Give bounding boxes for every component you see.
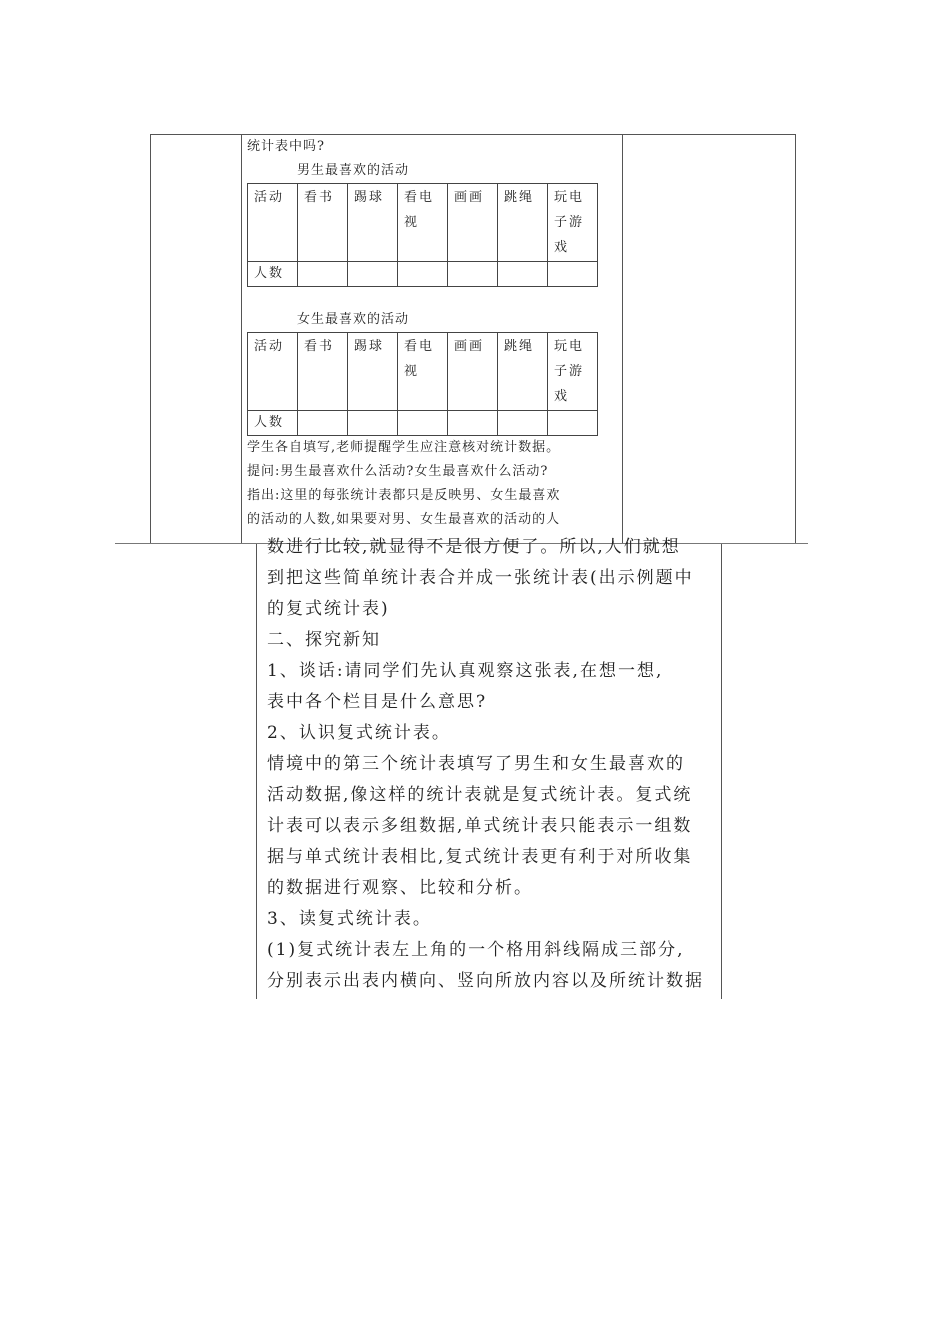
column-divider-right (622, 135, 623, 544)
count-cell (348, 411, 398, 436)
count-cell (398, 262, 448, 287)
row-label-cell: 人数 (248, 262, 298, 287)
count-cell (348, 262, 398, 287)
column-divider-right (721, 544, 722, 999)
activity-text: 踢球 (354, 190, 385, 205)
paragraph-line: 的活动的人数,如果要对男、女生最喜欢的活动的人 (247, 512, 561, 527)
count-cell (448, 262, 498, 287)
activity-text: 戏 (554, 389, 570, 404)
count-cell (498, 262, 548, 287)
activity-text: 子游 (554, 364, 585, 379)
header-label-cell: 活动 (248, 184, 298, 262)
count-cell (298, 411, 348, 436)
body-line: 活动数据,像这样的统计表就是复式统计表。复式统 (267, 785, 693, 805)
header-label-cell: 活动 (248, 333, 298, 411)
activity-text: 看书 (304, 190, 335, 205)
activity-text: 看电 (404, 190, 435, 205)
body-line: 据与单式统计表相比,复式统计表更有利于对所收集 (267, 847, 693, 867)
boys-activity-table (247, 183, 598, 287)
column-divider-left (241, 135, 242, 544)
activity-cell (448, 184, 498, 262)
activity-text: 画画 (454, 190, 485, 205)
count-cell (448, 411, 498, 436)
lower-table-frame (150, 537, 794, 999)
count-cell (298, 262, 348, 287)
body-line: 1、谈话:请同学们先认真观察这张表,在想一想, (267, 661, 664, 681)
boys-table-caption: 男生最喜欢的活动 (297, 163, 410, 178)
table-header-row (248, 333, 598, 411)
count-cell (398, 411, 448, 436)
activity-cell (448, 333, 498, 411)
count-row (248, 262, 598, 287)
body-line: 数进行比较,就显得不是很方便了。所以,人们就想 (267, 537, 681, 557)
upper-table-frame (150, 134, 796, 544)
activity-text: 子游 (554, 215, 585, 230)
activity-cell (298, 333, 348, 411)
activity-text: 踢球 (354, 339, 385, 354)
body-line: 表中各个栏目是什么意思? (267, 692, 488, 712)
body-line: 分别表示出表内横向、竖向所放内容以及所统计数据 (267, 971, 704, 991)
activity-text: 看书 (304, 339, 335, 354)
intro-line: 统计表中吗? (247, 139, 325, 154)
count-row (248, 411, 598, 436)
count-cell (548, 411, 598, 436)
activity-cell (498, 184, 548, 262)
table-header-row (248, 184, 598, 262)
lower-content (267, 532, 711, 997)
activity-text: 跳绳 (504, 339, 535, 354)
column-divider-left (256, 544, 257, 999)
section-heading: 二、探究新知 (267, 630, 381, 650)
paragraph-line: 指出:这里的每张统计表都只是反映男、女生最喜欢 (247, 488, 561, 503)
body-line: 到把这些简单统计表合并成一张统计表(出示例题中 (267, 568, 694, 588)
row-label-cell: 人数 (248, 411, 298, 436)
paragraph-line: 学生各自填写,老师提醒学生应注意核对统计数据。 (247, 440, 561, 455)
activity-text: 画画 (454, 339, 485, 354)
count-cell (498, 411, 548, 436)
body-line: 计表可以表示多组数据,单式统计表只能表示一组数 (267, 816, 693, 836)
paragraph-line: 提问:男生最喜欢什么活动?女生最喜欢什么活动? (247, 464, 549, 479)
activity-text: 看电 (404, 339, 435, 354)
activity-cell (348, 333, 398, 411)
body-line: 的数据进行观察、比较和分析。 (267, 878, 533, 898)
body-line: 情境中的第三个统计表填写了男生和女生最喜欢的 (267, 754, 685, 774)
activity-text: 跳绳 (504, 190, 535, 205)
activity-text: 视 (404, 215, 420, 230)
body-line: 3、读复式统计表。 (267, 909, 432, 929)
body-line: 的复式统计表) (267, 599, 390, 619)
activity-cell (298, 184, 348, 262)
activity-cell (398, 333, 448, 411)
spacer (247, 287, 617, 308)
girls-activity-table (247, 332, 598, 436)
activity-text: 玩电 (554, 339, 585, 354)
body-line: (1)复式统计表左上角的一个格用斜线隔成三部分, (267, 940, 685, 960)
activity-cell (548, 333, 598, 411)
activity-cell (398, 184, 448, 262)
upper-content (247, 135, 617, 532)
activity-cell (348, 184, 398, 262)
girls-table-caption: 女生最喜欢的活动 (297, 312, 410, 327)
activity-text: 视 (404, 364, 420, 379)
body-line: 2、认识复式统计表。 (267, 723, 451, 743)
count-cell (548, 262, 598, 287)
activity-cell (548, 184, 598, 262)
activity-text: 戏 (554, 240, 570, 255)
activity-cell (498, 333, 548, 411)
activity-text: 玩电 (554, 190, 585, 205)
